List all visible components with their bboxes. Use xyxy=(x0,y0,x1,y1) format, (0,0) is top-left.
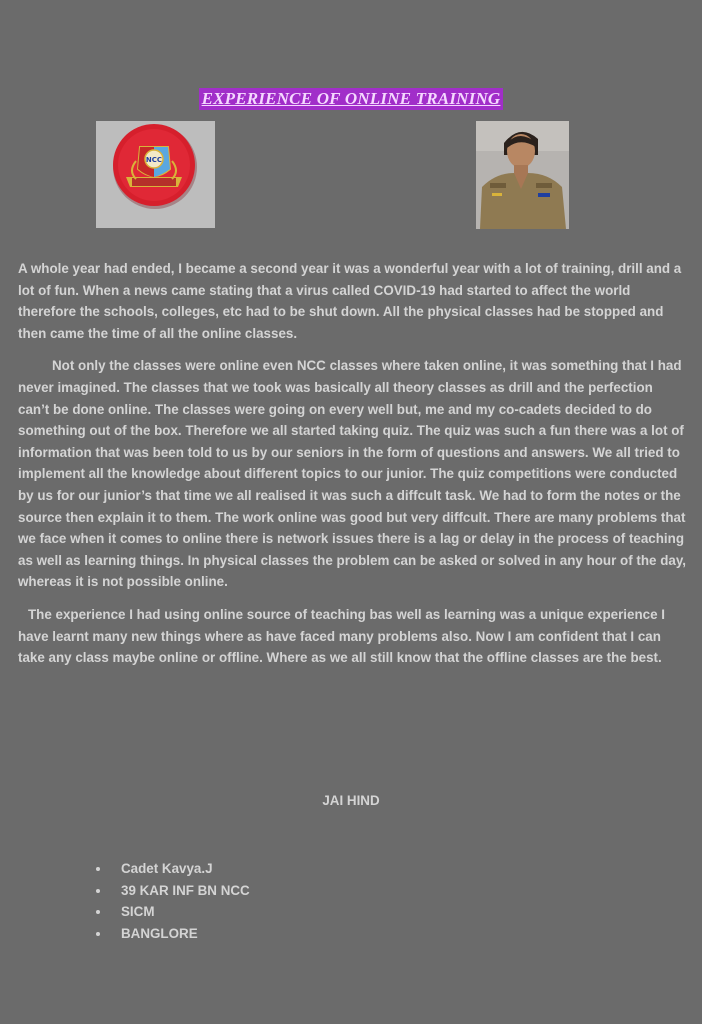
signature-list xyxy=(96,858,250,944)
signature-institution: SICM xyxy=(96,901,250,923)
signature-unit: 39 KAR INF BN NCC xyxy=(96,880,250,902)
cadet-portrait-icon xyxy=(476,121,569,229)
paragraph-3: The experience I had using online source of teaching bas well as learning was a unique experience I have learnt many new things where as have faced many problems also. Now I am confident that I can take any class maybe online or offline. Where as we all still know that the offline classes are the best. xyxy=(18,606,665,666)
paragraph-1: A whole year had ended, I became a second year it was a wonderful year with a lot of training, drill and a lot of fun. When a news came stating that a virus called COVID-19 had started to affect the world therefore the schools, colleges, etc had to be shut down. All the physical classes had be stopped and then came the time of all the online classes. xyxy=(18,261,682,341)
article-body xyxy=(18,258,686,680)
ncc-badge-icon xyxy=(96,121,215,228)
ncc-logo xyxy=(96,121,215,228)
closing-salutation: JAI HIND xyxy=(322,793,380,808)
document-title: EXPERIENCE OF ONLINE TRAINING xyxy=(199,88,504,110)
cadet-photo xyxy=(476,121,569,229)
signature-name: Cadet Kavya.J xyxy=(96,858,250,880)
title-container xyxy=(0,88,702,110)
signature-city: BANGLORE xyxy=(96,923,250,945)
logo-text: NCC xyxy=(145,156,163,164)
paragraph-2: Not only the classes were online even NCC classes where taken online, it was something that I had never imagined. The classes that we took was basically all theory classes as drill and the perfection can’t be done online. The classes were going on every well but, me and my co-cadets decided to do something out of the box. Therefore we all started taking quiz. The quiz was such a fun there was a lot of information that was been told to us by our seniors in the form of questions and answers. We all tried to implement all the knowledge about different topics to our junior. The quiz competitions were conducted by us for our junior’s that time we all realised it was such a diffcult task. We had to form the notes or the source then explain it to them. The work online was good but very diffcult. There are many problems that we face when it comes to online there is network issues there is a lag or delay in the process of teaching as well as learning things. In physical classes the problem can be asked or solved in any hour of the day, whereas it is not possible online. xyxy=(18,358,687,590)
